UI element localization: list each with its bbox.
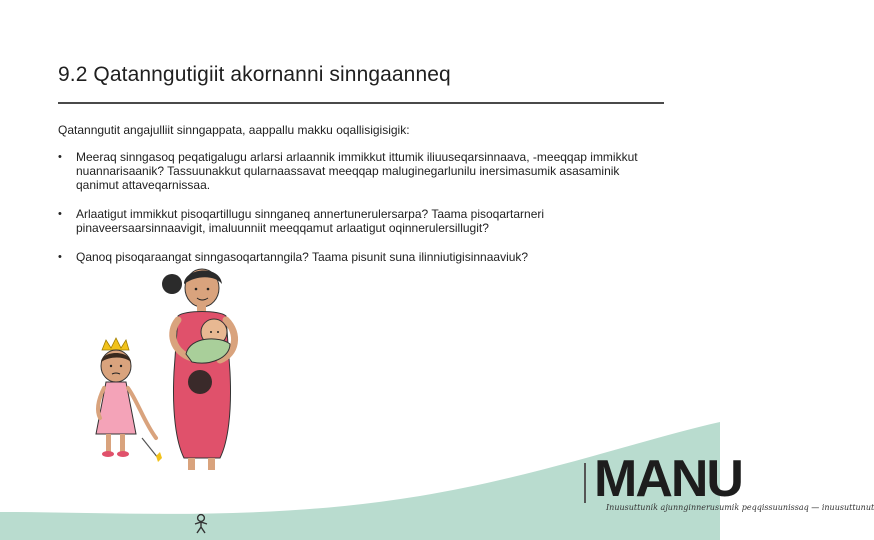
logo-tagline: Inuusuttunik ajunnginnerusumik peqqissuunissaq — inuusuttunut [606, 503, 874, 512]
bullet-text: Arlaatigut immikkut pisoqartillugu sinnganeq annertunerulersarpa? Taama pisoqartarneri pinaveersaarsinnaavigit, imaluunniit meeqqamut arlaatigut oqinnerulersillugit? [76, 207, 545, 235]
logo-wordmark: MANU [594, 450, 742, 508]
bullet-item [58, 150, 658, 192]
bullet-text: Meeraq sinngasoq peqatigalugu arlarsi arlaannik immikkut ittumik iliuuseqarsinnaava, -meeqqap immikkut nuannarisaanik? Tassuunakkut qularnaassavat meeqqap maluginegarlunilu inersimasumik asasaminik qanimut attaveqarnissaa. [76, 150, 638, 192]
slide-title: 9.2 Qatanngutigiit akornanni sinngaanneq [58, 63, 451, 86]
bullet-marker: • [58, 208, 62, 220]
mother-figure [162, 269, 235, 470]
family-illustration [80, 262, 280, 472]
bullet-marker: • [58, 151, 62, 163]
bullet-text: Qanoq pisoqaraangat sinngasoqartanngila? Taama pisunit suna ilinniutigisinnaaviuk? [76, 250, 529, 264]
bullet-item [58, 207, 658, 235]
girl-figure [96, 338, 162, 462]
logo-side-mark [582, 463, 590, 503]
intro-text: Qatanngutit angajulliit sinngappata, aappallu makku oqallisigisigik: [58, 123, 410, 137]
person-icon [192, 512, 210, 534]
title-divider [58, 102, 664, 104]
bullet-marker: • [58, 251, 62, 263]
bullet-list [58, 150, 658, 279]
manu-logo [584, 450, 874, 513]
